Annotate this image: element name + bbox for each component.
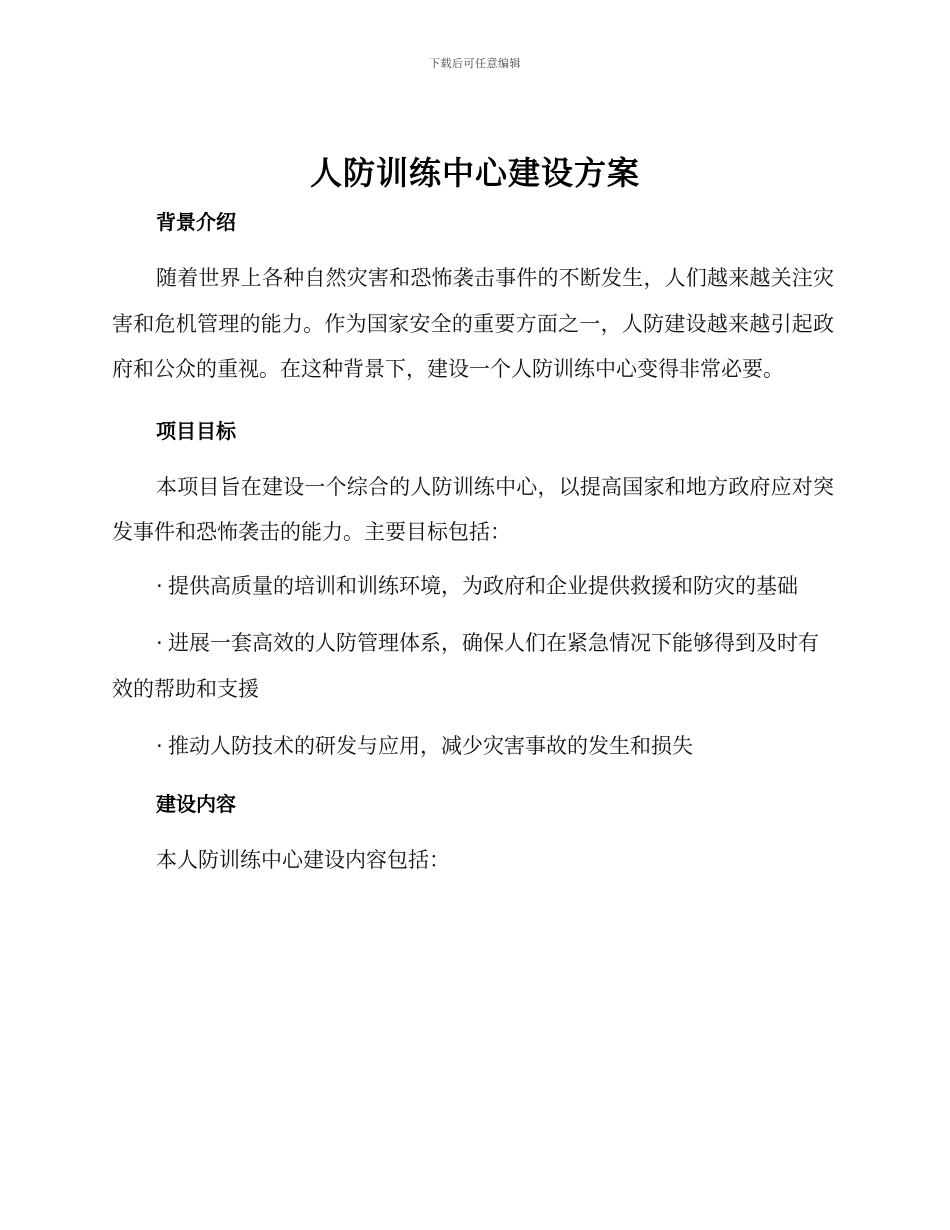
goals-list [112,564,834,770]
list-item [112,564,834,610]
document-title: 人防训练中心建设方案 [309,154,640,192]
bullet-icon: · [156,734,163,758]
bullet-icon: · [156,631,163,655]
list-item-text: 进展一套高效的人防管理体系，确保人们在紧急情况下能够得到及时有效的帮助和支援 [112,631,819,701]
header-note: 下载后可任意编辑 [429,57,521,70]
list-item-text: 推动人防技术的研发与应用，减少灾害事故的发生和损失 [168,734,693,758]
section-background [112,200,834,393]
section-goals [112,409,834,770]
goals-intro-paragraph: 本项目旨在建设一个综合的人防训练中心，以提高国家和地方政府应对突发事件和恐怖袭击的能力。主要目标包括： [112,474,834,544]
section-heading-background: 背景介绍 [156,210,236,234]
list-item [112,621,834,712]
document-body [112,200,834,883]
list-item-text: 提供高质量的培训和训练环境，为政府和企业提供救援和防灾的基础 [168,573,798,598]
section-heading-goals: 项目目标 [156,418,236,443]
construction-intro-paragraph: 本人防训练中心建设内容包括： [156,847,450,872]
bullet-icon: · [156,573,163,598]
list-item [112,724,834,770]
section-construction [112,782,834,884]
background-paragraph: 随着世界上各种自然灾害和恐怖袭击事件的不断发生，人们越来越关注灾害和危机管理的能力。作为国家安全的重要方面之一，人防建设越来越引起政府和公众的重视。在这种背景下，建设一个人防训练中心变得非常必要。 [112,266,834,381]
section-heading-construction: 建设内容 [156,791,236,816]
